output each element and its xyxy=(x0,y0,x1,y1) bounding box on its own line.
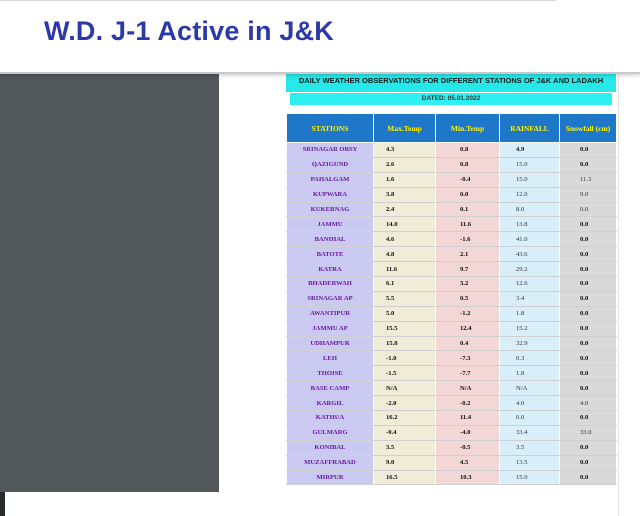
table-row xyxy=(287,411,617,426)
snowfall-cell: 0.0 xyxy=(560,306,617,321)
snowfall-cell: 0.0 xyxy=(560,232,617,247)
snowfall-cell: 0.0 xyxy=(560,247,617,262)
table-row xyxy=(287,157,617,172)
max-temp-cell: 3.8 xyxy=(374,187,436,202)
table-body xyxy=(287,143,617,485)
table-row xyxy=(287,306,617,321)
table-row xyxy=(287,336,617,351)
rainfall-cell: 4.9 xyxy=(500,143,560,158)
station-cell: KUKERNAG xyxy=(287,202,374,217)
max-temp-cell: -0.4 xyxy=(374,425,436,440)
rainfall-cell: 3.4 xyxy=(500,291,560,306)
slide-title: W.D. J-1 Active in J&K xyxy=(44,16,334,46)
snowfall-cell: 11.3 xyxy=(560,172,617,187)
slide-title-bar xyxy=(0,0,640,74)
snowfall-cell: 0.0 xyxy=(560,411,617,426)
table-row xyxy=(287,291,617,306)
table-row xyxy=(287,232,617,247)
table-row xyxy=(287,440,617,455)
table-row xyxy=(287,425,617,440)
max-temp-cell: 16.2 xyxy=(374,411,436,426)
max-temp-cell: 2.4 xyxy=(374,202,436,217)
table-row xyxy=(287,262,617,277)
table-row xyxy=(287,143,617,158)
station-cell: SRINAGAR OBSY xyxy=(287,143,374,158)
min-temp-cell: 3.2 xyxy=(436,277,500,292)
min-temp-cell: -0.4 xyxy=(436,172,500,187)
station-cell: BATOTE xyxy=(287,247,374,262)
max-temp-cell: 5.5 xyxy=(374,291,436,306)
snowfall-cell: 0.0 xyxy=(560,440,617,455)
snowfall-cell: 0.0 xyxy=(560,321,617,336)
column-header-snowfall: Snowfall (cm) xyxy=(560,114,617,143)
max-temp-cell: 11.6 xyxy=(374,262,436,277)
rainfall-cell: N/A xyxy=(500,381,560,396)
column-header-stations: STATIONS xyxy=(287,114,374,143)
rainfall-cell: 15.2 xyxy=(500,321,560,336)
min-temp-cell: -4.0 xyxy=(436,425,500,440)
snowfall-cell: 0.0 xyxy=(560,455,617,470)
min-temp-cell: -0.5 xyxy=(436,440,500,455)
column-header-min-temp: Min.Temp xyxy=(436,114,500,143)
rainfall-cell: 41.0 xyxy=(500,232,560,247)
snowfall-cell: 4.0 xyxy=(560,396,617,411)
rainfall-cell: 0.3 xyxy=(500,351,560,366)
column-header-rainfall: RAINFALL xyxy=(500,114,560,143)
table-row xyxy=(287,172,617,187)
min-temp-cell: -7.7 xyxy=(436,366,500,381)
rainfall-cell: 12.6 xyxy=(500,277,560,292)
station-cell: BHADERWAH xyxy=(287,277,374,292)
station-cell: QAZIGUND xyxy=(287,157,374,172)
min-temp-cell: 4.5 xyxy=(436,455,500,470)
station-cell: JAMMU xyxy=(287,217,374,232)
snowfall-cell: 0.0 xyxy=(560,262,617,277)
min-temp-cell: 0.5 xyxy=(436,291,500,306)
table-row xyxy=(287,187,617,202)
station-cell: SRINAGAR AP xyxy=(287,291,374,306)
min-temp-cell: 9.7 xyxy=(436,262,500,277)
table-row xyxy=(287,202,617,217)
rainfall-cell: 13.8 xyxy=(500,217,560,232)
max-temp-cell: 4.8 xyxy=(374,247,436,262)
rainfall-cell: 15.0 xyxy=(500,172,560,187)
rainfall-cell: 15.0 xyxy=(500,157,560,172)
max-temp-cell: 3.5 xyxy=(374,440,436,455)
rainfall-cell: 4.0 xyxy=(500,396,560,411)
divider xyxy=(618,72,619,516)
snowfall-cell: 0.0 xyxy=(560,217,617,232)
snowfall-cell: 0.0 xyxy=(560,277,617,292)
max-temp-cell: 5.0 xyxy=(374,306,436,321)
rainfall-cell: 12.0 xyxy=(500,187,560,202)
station-cell: BANIHAL xyxy=(287,232,374,247)
station-cell: GULMARG xyxy=(287,425,374,440)
rainfall-cell: 33.4 xyxy=(500,425,560,440)
rainfall-cell: 1.8 xyxy=(500,366,560,381)
max-temp-cell: 14.0 xyxy=(374,217,436,232)
snowfall-cell: 0.0 xyxy=(560,366,617,381)
station-cell: KONIBAL xyxy=(287,440,374,455)
snowfall-cell: 9.0 xyxy=(560,187,617,202)
table-row xyxy=(287,366,617,381)
station-cell: KUPWARA xyxy=(287,187,374,202)
table-row xyxy=(287,217,617,232)
min-temp-cell: 0.8 xyxy=(436,143,500,158)
max-temp-cell: 9.0 xyxy=(374,455,436,470)
min-temp-cell: 0.0 xyxy=(436,187,500,202)
snowfall-cell: 0.0 xyxy=(560,351,617,366)
max-temp-cell: -2.0 xyxy=(374,396,436,411)
snowfall-cell: 0.0 xyxy=(560,157,617,172)
table-row xyxy=(287,321,617,336)
min-temp-cell: 0.1 xyxy=(436,202,500,217)
panel-edge xyxy=(0,492,5,516)
table-row xyxy=(287,351,617,366)
snowfall-cell: 0.0 xyxy=(560,470,617,485)
max-temp-cell: -1.5 xyxy=(374,366,436,381)
snowfall-cell: 0.0 xyxy=(560,202,617,217)
rainfall-cell: 0.0 xyxy=(500,411,560,426)
rainfall-cell: 1.8 xyxy=(500,306,560,321)
min-temp-cell: 11.4 xyxy=(436,411,500,426)
max-temp-cell: 15.8 xyxy=(374,336,436,351)
min-temp-cell: -1.6 xyxy=(436,232,500,247)
min-temp-cell: -0.2 xyxy=(436,396,500,411)
max-temp-cell: 4.6 xyxy=(374,232,436,247)
min-temp-cell: 11.6 xyxy=(436,217,500,232)
snowfall-cell: 0.0 xyxy=(560,143,617,158)
max-temp-cell: -1.0 xyxy=(374,351,436,366)
station-cell: UDHAMPUR xyxy=(287,336,374,351)
station-cell: AWANTIPUR xyxy=(287,306,374,321)
min-temp-cell: -1.2 xyxy=(436,306,500,321)
max-temp-cell: 1.6 xyxy=(374,172,436,187)
max-temp-cell: 4.3 xyxy=(374,143,436,158)
rainfall-cell: 29.2 xyxy=(500,262,560,277)
column-header-max-temp: Max.Temp xyxy=(374,114,436,143)
table-row xyxy=(287,455,617,470)
min-temp-cell: N/A xyxy=(436,381,500,396)
snowfall-cell: 0.0 xyxy=(560,336,617,351)
min-temp-cell: 0.4 xyxy=(436,336,500,351)
table-row xyxy=(287,470,617,485)
table-row xyxy=(287,247,617,262)
min-temp-cell: 12.4 xyxy=(436,321,500,336)
station-cell: BASE CAMP xyxy=(287,381,374,396)
max-temp-cell: 6.1 xyxy=(374,277,436,292)
rainfall-cell: 15.0 xyxy=(500,470,560,485)
observations-table xyxy=(286,113,617,485)
divider xyxy=(0,0,556,5)
snowfall-cell: 0.0 xyxy=(560,291,617,306)
table-row xyxy=(287,277,617,292)
station-cell: THOISE xyxy=(287,366,374,381)
table-row xyxy=(287,396,617,411)
table-date: DATED: 05.01.2022 xyxy=(290,93,612,105)
station-cell: PAHALGAM xyxy=(287,172,374,187)
rainfall-cell: 13.5 xyxy=(500,455,560,470)
station-cell: KARGIL xyxy=(287,396,374,411)
table-header-row xyxy=(287,114,617,143)
rainfall-cell: 8.0 xyxy=(500,202,560,217)
max-temp-cell: 2.6 xyxy=(374,157,436,172)
min-temp-cell: -7.3 xyxy=(436,351,500,366)
station-cell: KATHUA xyxy=(287,411,374,426)
station-cell: MUZAFFRABAD xyxy=(287,455,374,470)
station-cell: LEH xyxy=(287,351,374,366)
table-row xyxy=(287,381,617,396)
station-cell: JAMMU AP xyxy=(287,321,374,336)
rainfall-cell: 32.9 xyxy=(500,336,560,351)
rainfall-cell: 43.6 xyxy=(500,247,560,262)
max-temp-cell: 16.5 xyxy=(374,470,436,485)
side-panel xyxy=(0,72,219,492)
snowfall-cell: 0.0 xyxy=(560,381,617,396)
snowfall-cell: 33.0 xyxy=(560,425,617,440)
max-temp-cell: 15.5 xyxy=(374,321,436,336)
min-temp-cell: 0.8 xyxy=(436,157,500,172)
min-temp-cell: 2.1 xyxy=(436,247,500,262)
station-cell: KATRA xyxy=(287,262,374,277)
min-temp-cell: 10.3 xyxy=(436,470,500,485)
rainfall-cell: 3.5 xyxy=(500,440,560,455)
table-heading: DAILY WEATHER OBSERVATIONS FOR DIFFERENT STATIONS OF J&K AND LADAKH xyxy=(286,70,616,93)
max-temp-cell: N/A xyxy=(374,381,436,396)
station-cell: MIRPUR xyxy=(287,470,374,485)
